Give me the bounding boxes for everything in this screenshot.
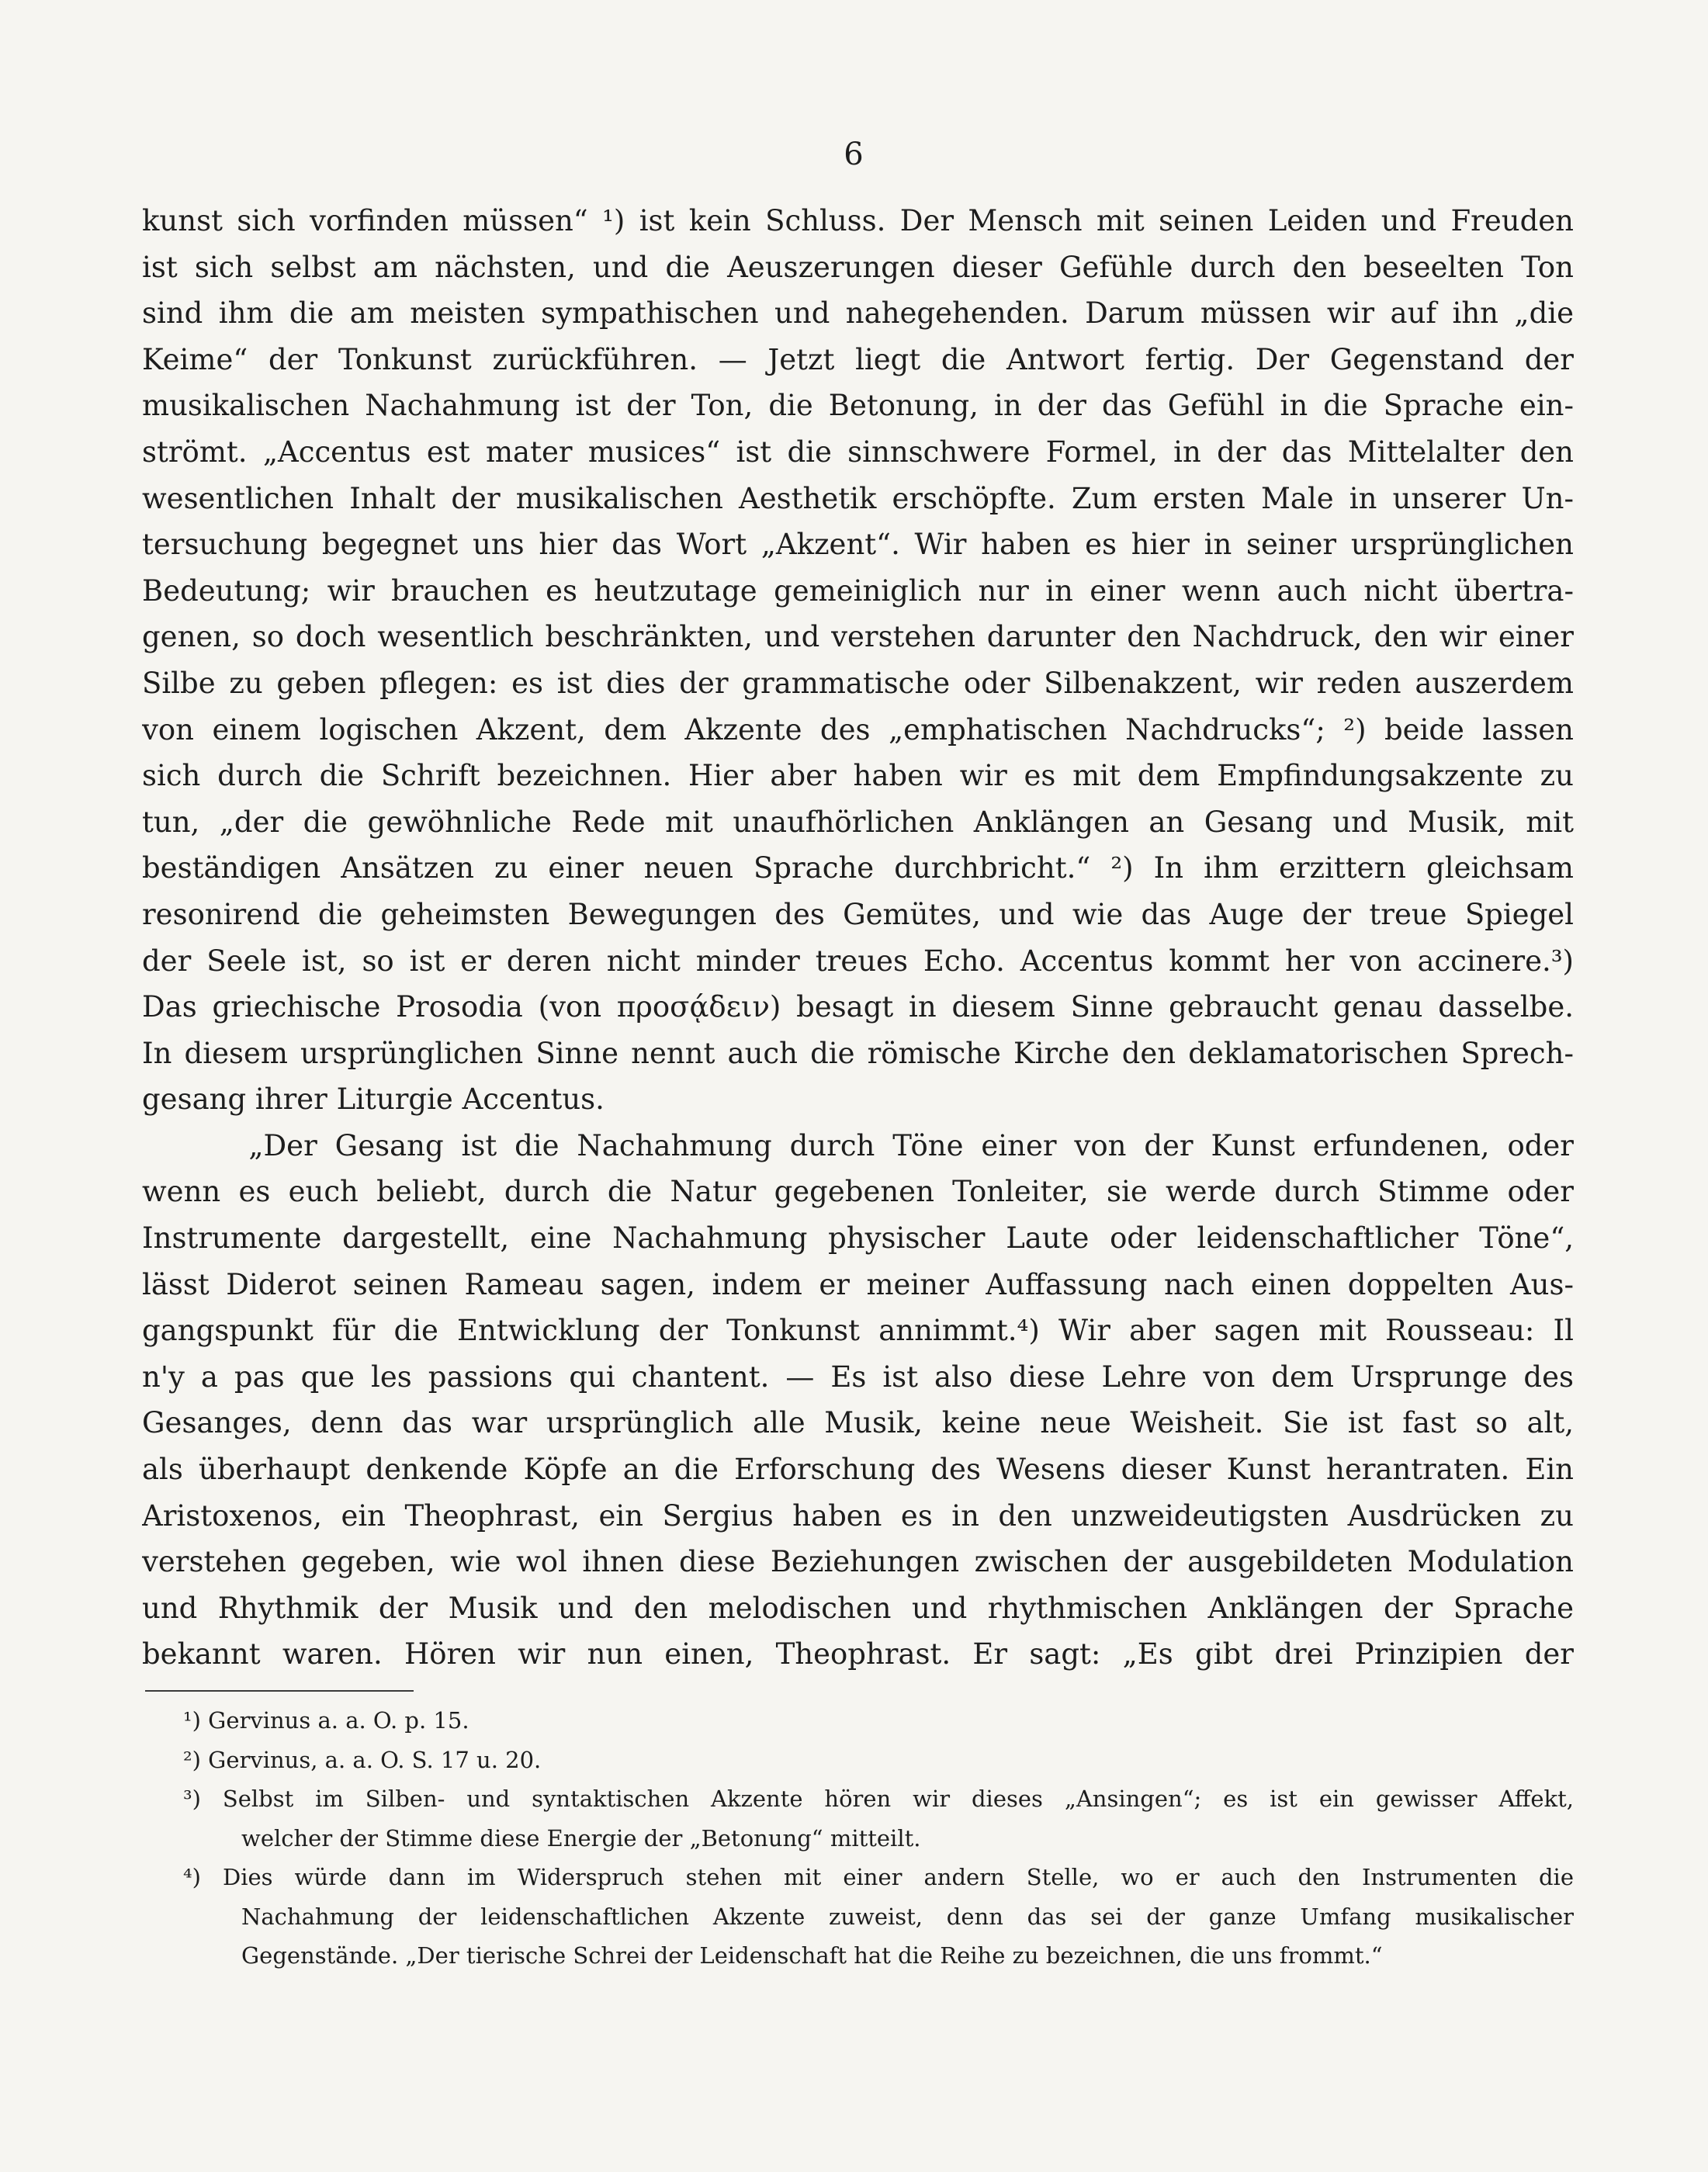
footnote-line: ¹) Gervinus a. a. O. p. 15. xyxy=(183,1707,469,1734)
page-number: 6 xyxy=(844,137,864,172)
footnote-line: ²) Gervinus, a. a. O. S. 17 u. 20. xyxy=(183,1746,542,1773)
body-line: und Rhythmik der Musik und den melodischen und rhythmischen Anklängen der Sprache xyxy=(142,1591,1574,1625)
body-line: kunst sich vorfinden müssen“ ¹) ist kein Schluss. Der Mensch mit seinen Leiden und Freuden xyxy=(142,204,1574,237)
body-line: In diesem ursprünglichen Sinne nennt auch die römische Kirche den deklamatorischen Sprech- xyxy=(142,1036,1574,1070)
body-line: resonirend die geheimsten Bewegungen des Gemütes, und wie das Auge der treue Spiegel xyxy=(142,897,1574,931)
body-line: musikalischen Nachahmung ist der Ton, die Betonung, in der das Gefühl in die Sprache ein- xyxy=(142,389,1574,423)
body-line: bekannt waren. Hören wir nun einen, Theophrast. Er sagt: „Es gibt drei Prinzipien der xyxy=(142,1637,1574,1671)
body-line: n'y a pas que les passions qui chantent. — Es ist also diese Lehre von dem Ursprunge des xyxy=(142,1360,1574,1394)
body-line: Gesanges, denn das war ursprünglich alle Musik, keine neue Weisheit. Sie ist fast so alt, xyxy=(142,1406,1574,1440)
footnote-line: ³) Selbst im Silben- und syntaktischen Akzente hören wir dieses „Ansingen“; es ist ein gewisser Affekt, xyxy=(183,1786,1574,1812)
footnote-line: Gegenstände. „Der tierische Schrei der Leidenschaft hat die Reihe zu bezeichnen, die uns frommt.“ xyxy=(241,1942,1383,1969)
body-line: Aristoxenos, ein Theophrast, ein Sergius haben es in den unzweideutigsten Ausdrücken zu xyxy=(142,1498,1574,1533)
body-line: sind ihm die am meisten sympathischen und nahegehenden. Darum müssen wir auf ihn „die xyxy=(142,296,1574,331)
body-line: ist sich selbst am nächsten, und die Aeuszerungen dieser Gefühle durch den beseelten Ton xyxy=(142,250,1574,284)
body-line: als überhaupt denkende Köpfe an die Erforschung des Wesens dieser Kunst herantraten. Ein xyxy=(142,1453,1574,1487)
footnote-line: Nachahmung der leidenschaftlichen Akzente zuweist, denn das sei der ganze Umfang musikalischer xyxy=(241,1903,1574,1930)
body-line: gangspunkt für die Entwicklung der Tonkunst annimmt.⁴) Wir aber sagen mit Rousseau: Il xyxy=(142,1314,1574,1348)
body-line: strömt. „Accentus est mater musices“ ist die sinnschwere Formel, in der das Mittelalter den xyxy=(142,435,1574,469)
body-line: gesang ihrer Liturgie Accentus. xyxy=(142,1083,605,1117)
body-line: der Seele ist, so ist er deren nicht minder treues Echo. Accentus kommt her von accinere.³) xyxy=(142,944,1574,978)
footnote-line: welcher der Stimme diese Energie der „Betonung“ mitteilt. xyxy=(241,1824,921,1852)
body-line: Instrumente dargestellt, eine Nachahmung physischer Laute oder leidenschaftlicher Töne“, xyxy=(142,1221,1574,1256)
footnote-divider xyxy=(145,1690,414,1692)
footnote-line: ⁴) Dies würde dann im Widerspruch stehen mit einer andern Stelle, wo er auch den Instrumenten die xyxy=(183,1864,1574,1890)
body-line: wesentlichen Inhalt der musikalischen Aesthetik erschöpfte. Zum ersten Male in unserer Un- xyxy=(142,481,1574,515)
body-line: Das griechische Prosodia (von προσᾴδειν) besagt in diesem Sinne gebraucht genau dasselbe. xyxy=(142,990,1574,1024)
body-line: Bedeutung; wir brauchen es heutzutage gemeiniglich nur in einer wenn auch nicht übertra- xyxy=(142,573,1574,608)
body-line: von einem logischen Akzent, dem Akzente des „emphatischen Nachdrucks“; ²) beide lassen xyxy=(142,712,1574,747)
body-line: genen, so doch wesentlich beschränkten, und verstehen darunter den Nachdruck, den wir einer xyxy=(142,620,1574,654)
body-line: Silbe zu geben pflegen: es ist dies der grammatische oder Silbenakzent, wir reden auszerdem xyxy=(142,666,1574,700)
footnotes xyxy=(183,1701,1574,1976)
body-line: beständigen Ansätzen zu einer neuen Sprache durchbricht.“ ²) In ihm erzittern gleichsam xyxy=(142,851,1574,885)
body-text xyxy=(142,198,1574,1678)
body-line: lässt Diderot seinen Rameau sagen, indem er meiner Auffassung nach einen doppelten Aus- xyxy=(142,1267,1574,1301)
body-line: tersuchung begegnet uns hier das Wort „Akzent“. Wir haben es hier in seiner ursprünglichen xyxy=(142,528,1574,562)
body-line: tun, „der die gewöhnliche Rede mit unaufhörlichen Anklängen an Gesang und Musik, mit xyxy=(142,805,1574,839)
body-line: verstehen gegeben, wie wol ihnen diese Beziehungen zwischen der ausgebildeten Modulation xyxy=(142,1545,1574,1579)
body-line: sich durch die Schrift bezeichnen. Hier aber haben wir es mit dem Empfindungsakzente zu xyxy=(142,759,1574,793)
body-line: wenn es euch beliebt, durch die Natur gegebenen Tonleiter, sie werde durch Stimme oder xyxy=(142,1175,1574,1209)
body-line: Keime“ der Tonkunst zurückführen. — Jetzt liegt die Antwort fertig. Der Gegenstand der xyxy=(142,342,1574,376)
body-line: „Der Gesang ist die Nachahmung durch Töne einer von der Kunst erfundenen, oder xyxy=(142,1128,1574,1162)
